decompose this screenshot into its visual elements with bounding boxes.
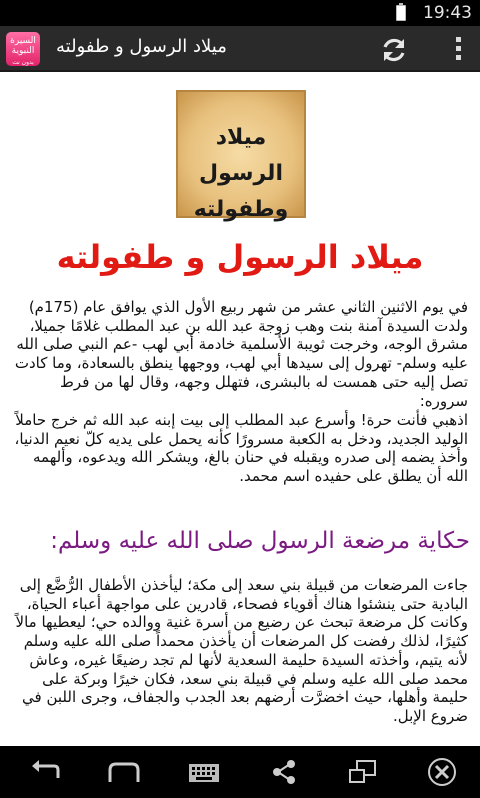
article-cover-image <box>176 90 306 222</box>
back-icon[interactable] <box>28 756 64 788</box>
cover-line2: وطفولته <box>193 197 289 222</box>
overflow-menu-icon[interactable] <box>446 34 470 64</box>
article-content[interactable] <box>0 72 480 746</box>
app-logo[interactable] <box>6 32 40 66</box>
battery-icon <box>396 5 406 21</box>
article-heading: ميلاد الرسول و طفولته <box>56 238 424 276</box>
article-paragraph: اذهبي فأنت حرة! وأسرع عبد المطلب إلى بيت إبنه عبد الله ثم خرج حاملاً الوليد الجديد، ودخل به الكعبة مسرورًا كأنه يحمل على يديه كلّ نعيم الدنيا، وأخذ يضمه إلى صدره ويقبله في حنان بالغ، ويشكر الله ويدعوه، وألهمه الله أن يطلق على حفيده اسم محمد. <box>14 411 468 486</box>
share-icon[interactable] <box>266 756 302 788</box>
close-icon[interactable] <box>424 756 460 788</box>
article-paragraph: جاءت المرضعات من قبيلة بني سعد إلى مكة؛ ليأخذن الأطفال الرُّضَّع إلى البادية حتى ينشئوا هناك أقوياء فصحاء، قادرين على مواجهة أعباء الحياة، وكانت كل مرضعة تبحث عن رضيع من أسرة غنية ووالده حي؛ ليعطيها مالاً كثيرًا، لذلك رفضت كل المرضعات أن يأخذن محمداً صلى الله عليه وسلم لأنه يتيم، وأخذته السيدة حليمة السعدية لأنها لم تجد رضيعًا غيره، وعاش محمد صلى الله عليه وسلم في قبيلة بني سعد، فكان خيرًا وبركة على حليمة وأهلها، حيث اخضرَّت أرضهم بعد الجدب والجفاف، وجرى اللبن في ضروع الإبل. <box>15 576 468 725</box>
status-bar <box>0 0 480 26</box>
article-paragraph: في يوم الاثنين الثاني عشر من شهر ربيع الأول الذي يوافق عام (175م) ولدت السيدة آمنة بنت وهب زوجة عبد الله بن عبد المطلب غلامًا جميلا، مشرق الوجه، وخرجت ثويبة الأسلمية خادمة أبي لهب -عم النبي صلى الله عليه وسلم- تهرول إلى سيدها أبي لهب، ووجهها ينطق بالسعادة، وما كادت تصل إليه حتى همست له بالبشرى، فتهلل وجهه، وقال لها من فرط سروره: <box>14 298 468 410</box>
cover-line1: ميلاد الرسول <box>198 125 283 186</box>
system-nav-bar <box>0 746 480 798</box>
action-bar-title: ميلاد الرسول و طفولته <box>56 36 227 57</box>
action-bar <box>0 26 480 72</box>
app-logo-line2: النبوية <box>11 46 35 56</box>
refresh-icon[interactable] <box>380 36 408 64</box>
status-time: 19:43 <box>423 3 472 23</box>
keyboard-icon[interactable] <box>186 756 222 788</box>
app-logo-line1: السيرة <box>10 36 36 46</box>
section-heading: حكاية مرضعة الرسول صلى الله عليه وسلم: <box>50 528 470 554</box>
resize-icon[interactable] <box>345 756 381 788</box>
app-logo-line3: بدون نت <box>12 59 34 66</box>
home-icon[interactable] <box>106 756 142 788</box>
